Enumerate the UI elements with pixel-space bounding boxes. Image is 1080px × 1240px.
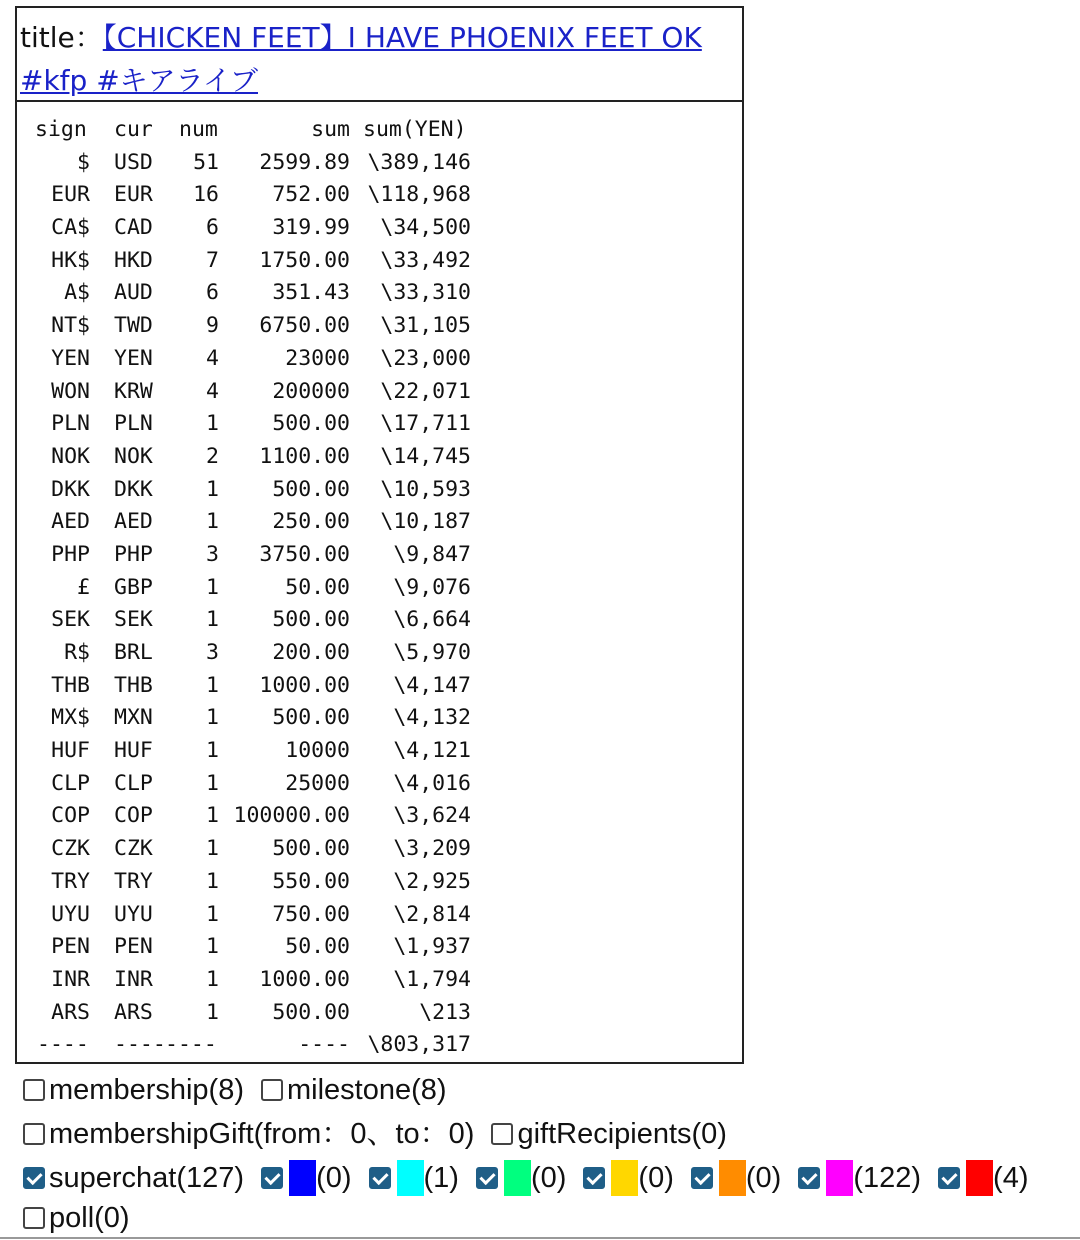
cell-sign: PLN <box>51 411 90 437</box>
superchat-tier-count[interactable]: (0) <box>745 1162 782 1194</box>
cell-sum-yen: \31,105 <box>380 313 471 339</box>
cell-sum: 500.00 <box>272 411 350 437</box>
cell-sum: 319.99 <box>272 215 350 241</box>
superchat-tier-count[interactable]: (4) <box>993 1162 1029 1194</box>
membership-checkbox[interactable] <box>23 1079 45 1101</box>
cell-num: 1 <box>206 836 219 862</box>
cell-sign: SEK <box>51 607 90 633</box>
cell-sign: MX$ <box>51 705 90 731</box>
cell-sum: 50.00 <box>285 934 350 960</box>
cell-sum: 2599.89 <box>259 149 350 175</box>
cell-sign: NT$ <box>51 313 90 339</box>
table-row <box>17 964 742 997</box>
separator-sign: ---- <box>37 1032 89 1058</box>
table-row <box>17 212 742 245</box>
cell-sign: UYU <box>51 901 90 927</box>
table-row <box>17 931 742 964</box>
cell-sum-yen: \4,147 <box>393 672 471 698</box>
cell-sign: INR <box>51 966 90 992</box>
superchat-tier-checkbox[interactable] <box>938 1167 960 1189</box>
cell-num: 4 <box>206 345 219 371</box>
membership-gift-checkbox[interactable] <box>23 1123 45 1145</box>
cell-sign: WON <box>51 378 90 404</box>
cell-sign: HUF <box>51 738 90 764</box>
cell-cur: CAD <box>114 215 153 241</box>
cell-sum: 200.00 <box>272 640 350 665</box>
superchat-tier-color-swatch <box>504 1160 531 1196</box>
separator-cur: ---- <box>114 1032 166 1058</box>
cell-sign: $ <box>77 149 90 175</box>
table-row <box>17 245 742 278</box>
cell-sum-yen: \213 <box>419 999 471 1025</box>
cell-num: 1 <box>206 803 219 829</box>
cell-num: 1 <box>206 738 219 764</box>
table-row <box>17 670 742 703</box>
superchat-tier-checkbox[interactable] <box>583 1167 605 1189</box>
cell-sum: 3750.00 <box>259 541 350 567</box>
superchat-tier-color-swatch <box>289 1160 316 1196</box>
cell-sum-yen: \33,492 <box>380 247 471 273</box>
cell-sum: 1000.00 <box>259 966 350 992</box>
cell-sign: COP <box>51 803 90 829</box>
cell-sign: CA$ <box>51 215 90 241</box>
table-row <box>17 637 742 670</box>
cell-sum: 750.00 <box>272 901 350 927</box>
cell-sign: TRY <box>51 868 90 894</box>
summary-panel <box>15 6 744 1064</box>
superchat-tier-checkbox[interactable] <box>369 1167 391 1189</box>
cell-sum: 351.43 <box>272 280 350 306</box>
filter-row-2 <box>20 1112 1075 1156</box>
filter-row-1 <box>20 1068 1075 1112</box>
cell-num: 1 <box>206 999 219 1025</box>
cell-sum-yen: \2,925 <box>393 868 471 894</box>
table-row <box>17 833 742 866</box>
table-row <box>17 277 742 310</box>
cell-cur: YEN <box>114 345 153 371</box>
cell-sum: 500.00 <box>272 705 350 731</box>
cell-cur: HKD <box>114 247 153 273</box>
cell-sum: 6750.00 <box>259 313 350 339</box>
table-row <box>17 997 742 1030</box>
cell-num: 1 <box>206 476 219 502</box>
cell-num: 1 <box>206 574 219 600</box>
bottom-divider <box>0 1237 1080 1239</box>
cell-sign: ARS <box>51 999 90 1025</box>
cell-sum-yen: \22,071 <box>380 378 471 404</box>
superchat-tier-count[interactable]: (1) <box>423 1162 459 1194</box>
cell-sign: CLP <box>51 770 90 796</box>
cell-sum: 50.00 <box>285 574 350 600</box>
cell-cur: PLN <box>114 411 153 437</box>
cell-num: 6 <box>206 215 219 241</box>
cell-num: 2 <box>206 443 219 469</box>
cell-cur: ARS <box>114 999 153 1025</box>
table-row <box>17 147 742 180</box>
superchat-tier-count[interactable]: (0) <box>316 1162 352 1194</box>
cell-cur: TWD <box>114 313 153 339</box>
header-sum-yen: sum(YEN) <box>363 117 467 142</box>
cell-sum-yen: \4,132 <box>393 705 471 731</box>
cell-cur: AUD <box>114 280 153 306</box>
cell-num: 3 <box>206 541 219 567</box>
cell-sign: £ <box>77 574 90 600</box>
cell-sign: NOK <box>51 443 90 469</box>
table-row <box>17 800 742 833</box>
cell-sign: EUR <box>51 182 90 208</box>
cell-sum: 25000 <box>285 770 350 796</box>
cell-cur: THB <box>114 672 153 698</box>
table-row <box>17 735 742 768</box>
cell-sum-yen: \10,187 <box>380 509 471 535</box>
superchat-tier-color-swatch <box>611 1160 638 1196</box>
cell-cur: GBP <box>114 574 153 600</box>
cell-num: 1 <box>206 672 219 698</box>
cell-num: 7 <box>206 247 219 273</box>
table-row <box>17 343 742 376</box>
cell-sign: AED <box>51 509 90 535</box>
cell-sum-yen: \10,593 <box>380 476 471 502</box>
membership-gift-label[interactable]: membershipGift(from：0、to：0) <box>49 1118 475 1150</box>
cell-sign: PHP <box>51 541 90 567</box>
cell-sign: CZK <box>51 836 90 862</box>
cell-sum-yen: \33,310 <box>380 280 471 306</box>
cell-sum-yen: \5,970 <box>393 640 471 665</box>
cell-sum: 23000 <box>285 345 350 371</box>
video-title-link[interactable]: 【CHICKEN FEET】I HAVE PHOENIX FEET OK #kfp #キアライブ <box>20 21 702 97</box>
cell-sum-yen: \3,209 <box>393 836 471 862</box>
cell-num: 6 <box>206 280 219 306</box>
filter-panel <box>20 1068 1075 1236</box>
table-row <box>17 866 742 899</box>
cell-num: 51 <box>193 149 219 175</box>
cell-num: 1 <box>206 705 219 731</box>
gift-recipients-checkbox[interactable] <box>491 1123 513 1145</box>
cell-num: 1 <box>206 509 219 535</box>
cell-cur: NOK <box>114 443 153 469</box>
filter-row-superchat <box>20 1156 1075 1200</box>
cell-sum: 200000 <box>272 378 350 404</box>
superchat-checkbox[interactable] <box>23 1167 45 1189</box>
cell-sum-yen: \9,847 <box>393 541 471 567</box>
cell-sum: 250.00 <box>272 509 350 535</box>
cell-sum-yen: \14,745 <box>380 443 471 469</box>
membership-label[interactable]: membership(8) <box>49 1074 244 1106</box>
table-row <box>17 702 742 735</box>
superchat-tier-checkbox[interactable] <box>798 1167 820 1189</box>
cell-cur: COP <box>114 803 153 829</box>
header-num: num <box>179 117 218 142</box>
cell-cur: KRW <box>114 378 153 404</box>
superchat-tier-checkbox[interactable] <box>691 1167 713 1189</box>
cell-num: 1 <box>206 966 219 992</box>
cell-sum: 1100.00 <box>259 443 350 469</box>
cell-sum-yen: \4,016 <box>393 770 471 796</box>
cell-sum-yen: \4,121 <box>393 738 471 764</box>
table-row <box>17 899 742 932</box>
table-row <box>17 604 742 637</box>
cell-num: 1 <box>206 868 219 894</box>
table-row <box>17 310 742 343</box>
header-cur: cur <box>114 117 153 142</box>
cell-sum-yen: \1,794 <box>393 966 471 992</box>
superchat-tier-checkbox[interactable] <box>261 1167 283 1189</box>
cell-sum-yen: \9,076 <box>393 574 471 600</box>
cell-cur: TRY <box>114 868 153 894</box>
table-total-row <box>17 1029 742 1062</box>
cell-sum-yen: \34,500 <box>380 215 471 241</box>
cell-num: 1 <box>206 934 219 960</box>
title-box <box>17 8 742 102</box>
cell-sum: 500.00 <box>272 476 350 502</box>
cell-sign: THB <box>51 672 90 698</box>
superchat-tier-count[interactable]: (122) <box>853 1162 922 1194</box>
cell-sign: A$ <box>64 280 90 306</box>
cell-cur: INR <box>114 966 153 992</box>
cell-sum: 500.00 <box>272 607 350 633</box>
cell-sum-yen: \17,711 <box>380 411 471 437</box>
cell-cur: CZK <box>114 836 153 862</box>
table-row <box>17 506 742 539</box>
gift-recipients-label[interactable]: giftRecipients(0) <box>517 1118 727 1150</box>
cell-cur: USD <box>114 149 153 175</box>
superchat-tier-count[interactable]: (0) <box>530 1162 567 1194</box>
superchat-tier-color-swatch <box>966 1160 993 1196</box>
cell-sum: 500.00 <box>272 836 350 862</box>
cell-num: 4 <box>206 378 219 404</box>
cell-num: 3 <box>206 640 219 665</box>
cell-num: 1 <box>206 607 219 633</box>
cell-cur: DKK <box>114 476 153 502</box>
superchat-tier-color-swatch <box>397 1160 424 1196</box>
cell-cur: AED <box>114 509 153 535</box>
cell-sum-yen: \389,146 <box>367 149 471 175</box>
cell-sum: 100000.00 <box>233 803 350 829</box>
cell-sum: 752.00 <box>272 182 350 208</box>
superchat-tier-color-swatch <box>826 1160 853 1196</box>
cell-sum: 550.00 <box>272 868 350 894</box>
cell-sign: R$ <box>64 640 90 665</box>
total-yen: \803,317 <box>367 1032 471 1058</box>
cell-cur: UYU <box>114 901 153 927</box>
cell-sum-yen: \118,968 <box>367 182 471 208</box>
poll-label[interactable]: poll(0) <box>49 1202 130 1234</box>
cell-sum: 500.00 <box>272 999 350 1025</box>
superchat-label[interactable]: superchat(127) <box>49 1162 245 1194</box>
cell-cur: CLP <box>114 770 153 796</box>
cell-sign: PEN <box>51 934 90 960</box>
title-label: title： <box>20 21 103 54</box>
table-row <box>17 768 742 801</box>
table-row <box>17 408 742 441</box>
separator-sum: ---- <box>298 1032 350 1058</box>
cell-sum: 10000 <box>285 738 350 764</box>
cell-num: 1 <box>206 901 219 927</box>
cell-sum: 1000.00 <box>259 672 350 698</box>
superchat-tier-count[interactable]: (0) <box>638 1162 674 1194</box>
table-row <box>17 441 742 474</box>
header-sum: sum <box>311 117 350 142</box>
table-row <box>17 539 742 572</box>
filter-row-poll <box>20 1200 1075 1236</box>
cell-cur: MXN <box>114 705 153 731</box>
separator-num: ---- <box>165 1032 217 1058</box>
cell-cur: PEN <box>114 934 153 960</box>
superchat-tier-color-swatch <box>719 1160 746 1196</box>
cell-sign: HK$ <box>51 247 90 273</box>
cell-sum-yen: \2,814 <box>393 901 471 927</box>
cell-num: 1 <box>206 770 219 796</box>
cell-sum-yen: \3,624 <box>393 803 471 829</box>
cell-sum-yen: \6,664 <box>393 607 471 633</box>
table-header <box>17 114 742 147</box>
cell-sum-yen: \1,937 <box>393 934 471 960</box>
cell-sum-yen: \23,000 <box>380 345 471 371</box>
cell-num: 9 <box>206 313 219 339</box>
cell-cur: SEK <box>114 607 153 633</box>
milestone-label[interactable]: milestone(8) <box>287 1074 447 1106</box>
cell-sum: 1750.00 <box>259 247 350 273</box>
cell-sign: DKK <box>51 476 90 502</box>
milestone-checkbox[interactable] <box>261 1079 283 1101</box>
cell-cur: HUF <box>114 738 153 764</box>
cell-sign: YEN <box>51 345 90 371</box>
superchat-tier-checkbox[interactable] <box>476 1167 498 1189</box>
cell-num: 16 <box>193 182 219 208</box>
cell-cur: PHP <box>114 541 153 567</box>
table-row <box>17 474 742 507</box>
table-row <box>17 376 742 409</box>
cell-cur: BRL <box>114 640 153 665</box>
header-sign: sign <box>35 117 87 142</box>
cell-num: 1 <box>206 411 219 437</box>
currency-stats-table <box>17 102 742 1062</box>
table-row <box>17 179 742 212</box>
poll-checkbox[interactable] <box>23 1207 45 1229</box>
cell-cur: EUR <box>114 182 153 208</box>
table-row <box>17 572 742 605</box>
